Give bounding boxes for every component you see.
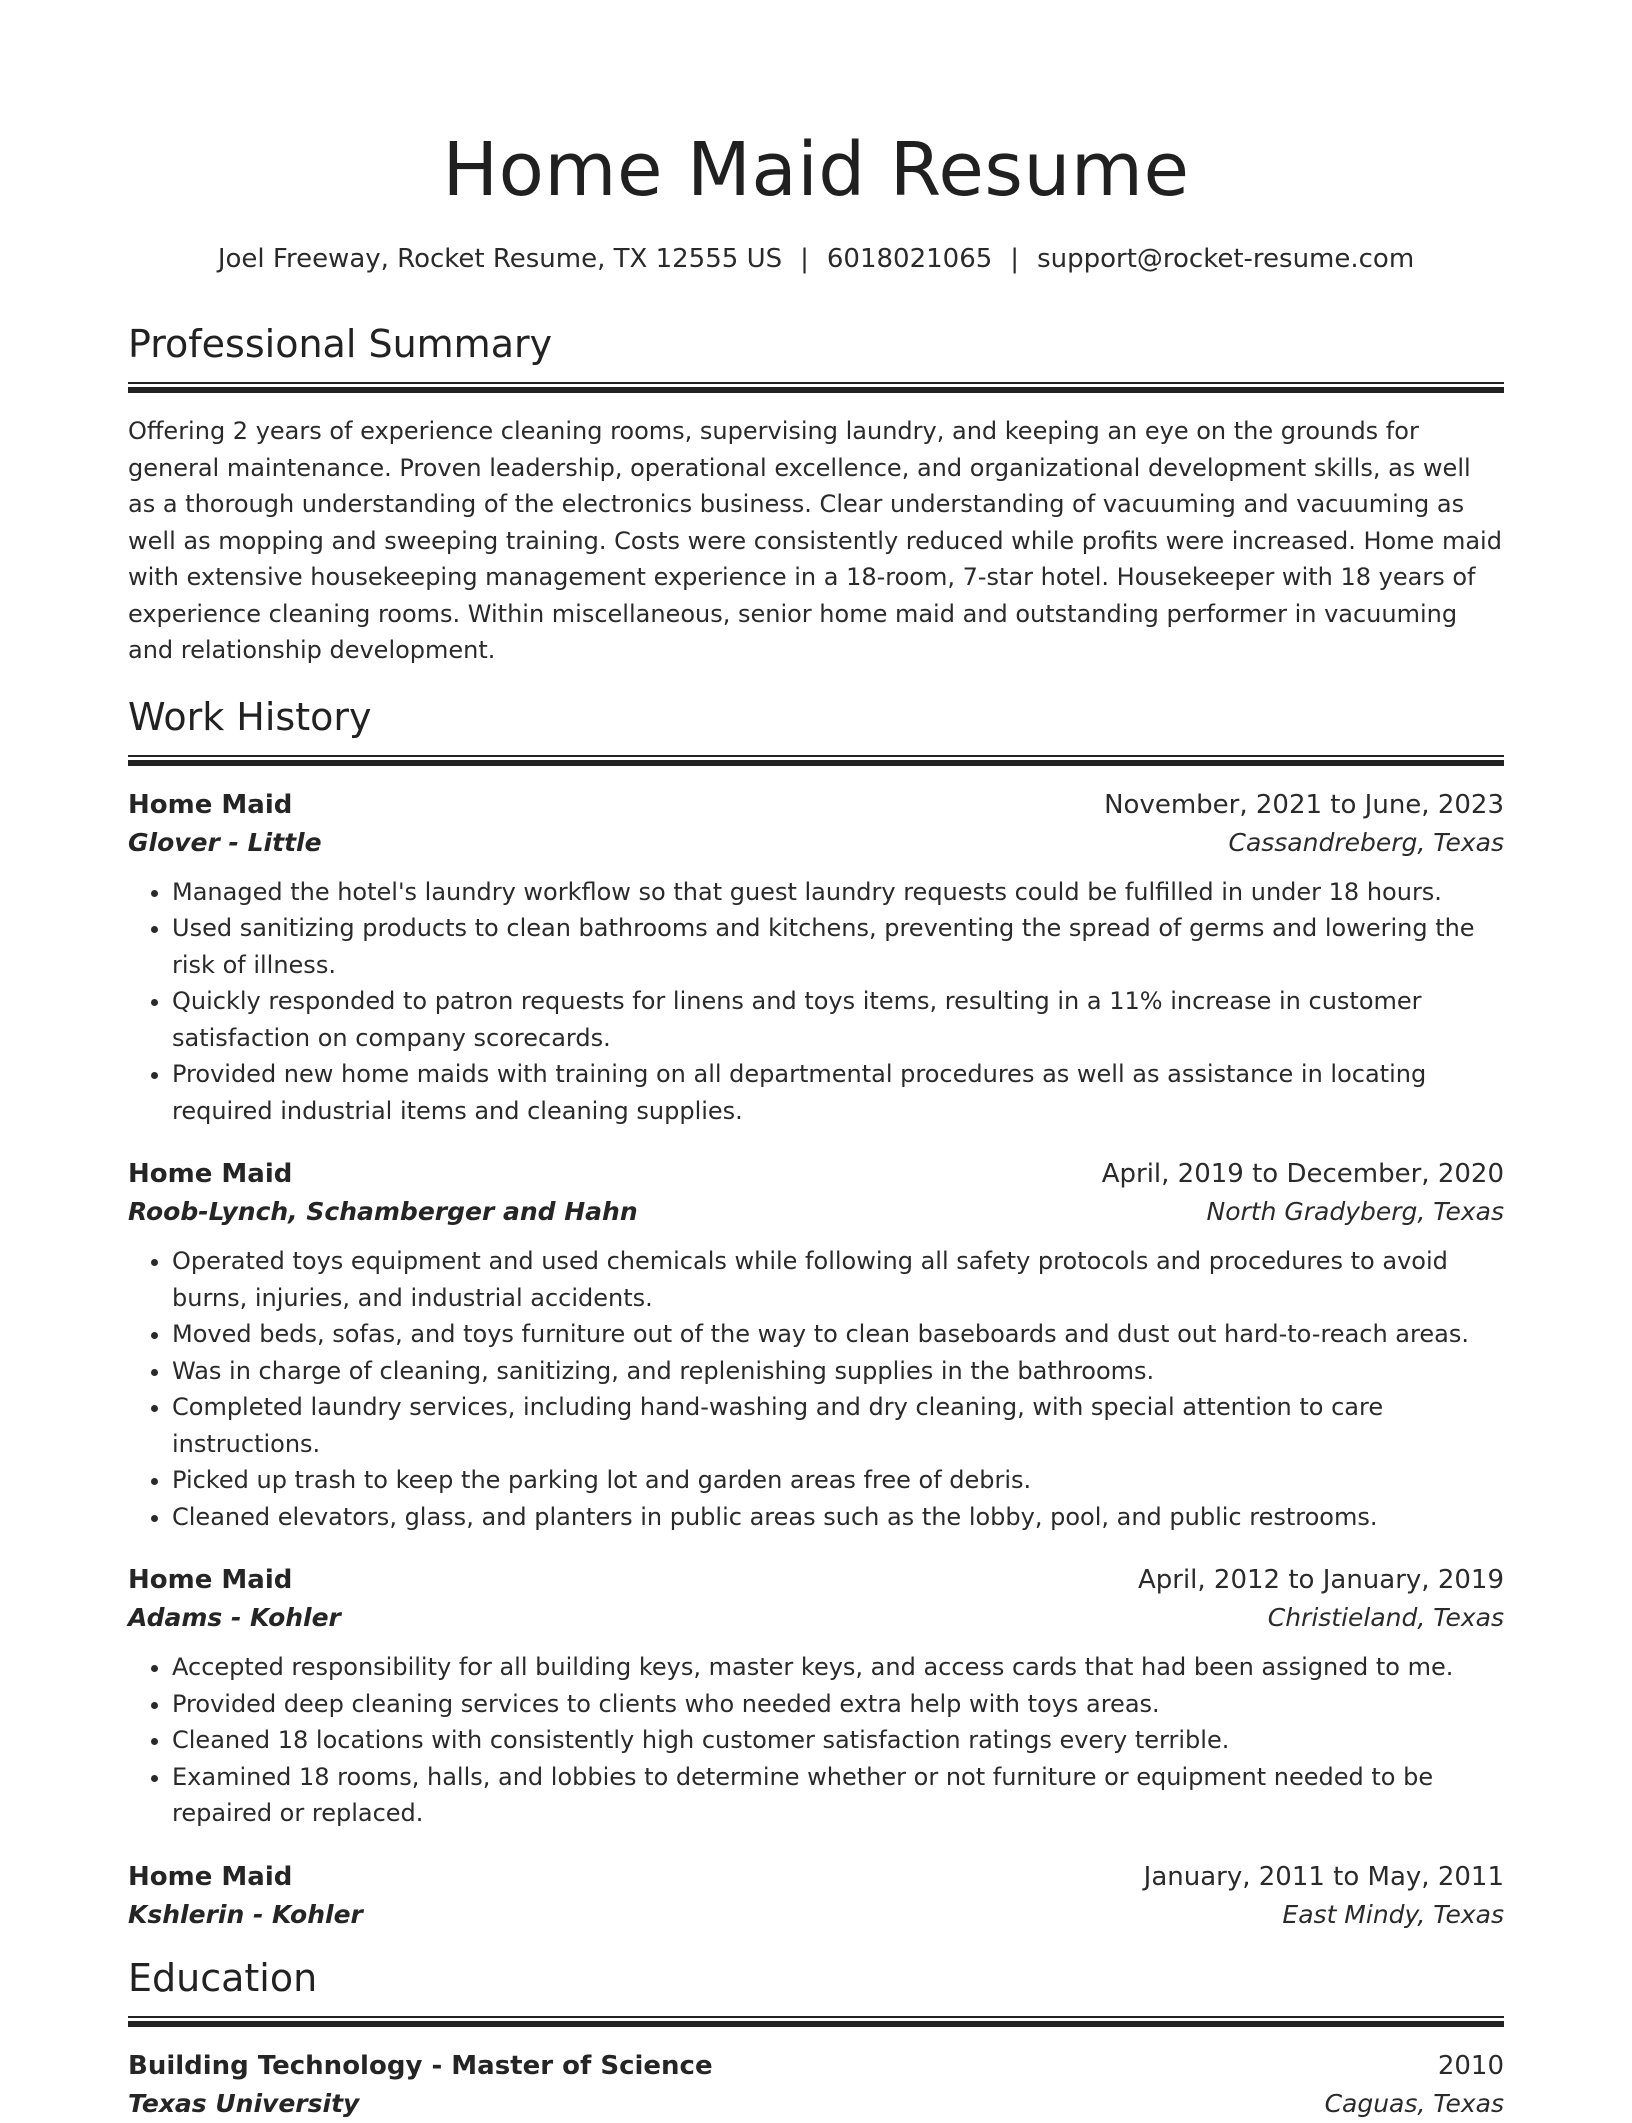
job-entry [128,1561,1504,1832]
job-bullet: • Provided new home maids with training on all departmental procedures as well as assistance in locating required industrial items and cleaning supplies. [172,1056,1504,1129]
contact-phone: 6018021065 [826,244,993,274]
job-bullet: • Was in charge of cleaning, sanitizing, and replenishing supplies in the bathrooms. [172,1353,1504,1390]
job-location: Cassandreberg, Texas [1228,827,1504,857]
job-dates: April, 2019 to December, 2020 [1101,1159,1504,1189]
job-entry [128,1155,1504,1535]
education-degree: Building Technology - Master of Science [128,2050,713,2081]
contact-email: support@rocket-resume.com [1037,244,1415,274]
education-year: 2010 [1437,2050,1504,2081]
job-location: North Gradyberg, Texas [1206,1197,1504,1226]
job-bullet: • Examined 18 rooms, halls, and lobbies to determine whether or not furniture or equipment needed to be repaired or replaced. [172,1759,1504,1832]
job-bullet: • Picked up trash to keep the parking lot and garden areas free of debris. [172,1462,1504,1499]
job-title: Home Maid [128,1861,293,1892]
job-bullet: • Accepted responsibility for all building keys, master keys, and access cards that had been assigned to me. [172,1649,1504,1686]
education-location: Caguas, Texas [1324,2088,1504,2118]
job-entry [128,786,1504,1130]
contact-address: Joel Freeway, Rocket Resume, TX 12555 US [217,244,783,274]
job-company: Roob-Lynch, Schamberger and Hahn [128,1197,638,1226]
job-bullet: • Cleaned 18 locations with consistently high customer satisfaction ratings every terrible. [172,1722,1504,1759]
summary-heading: Professional Summary [128,322,553,366]
job-title: Home Maid [128,1159,293,1189]
job-bullets [128,1649,1504,1832]
section-divider [128,2016,1504,2027]
job-title: Home Maid [128,1565,293,1595]
job-bullet: • Completed laundry services, including hand-washing and dry cleaning, with special attention to care instructions. [172,1389,1504,1462]
job-dates: January, 2011 to May, 2011 [1143,1861,1504,1892]
education-school: Texas University [128,2088,360,2118]
job-bullet: • Moved beds, sofas, and toys furniture out of the way to clean baseboards and dust out hard-to-reach areas. [172,1316,1504,1353]
summary-section [128,320,1504,669]
resume-title: Home Maid Resume [442,127,1190,213]
job-location: Christieland, Texas [1267,1603,1504,1632]
job-dates: November, 2021 to June, 2023 [1104,789,1504,820]
job-dates: April, 2012 to January, 2019 [1137,1565,1504,1595]
job-bullet: • Used sanitizing products to clean bathrooms and kitchens, preventing the spread of germs and lowering the risk of illness. [172,910,1504,983]
section-divider [128,382,1504,393]
education-section [128,1954,1504,2123]
job-entry [128,1858,1504,1934]
job-bullet: • Managed the hotel's laundry workflow so that guest laundry requests could be fulfilled in under 18 hours. [172,874,1504,911]
work-heading: Work History [128,694,372,739]
job-bullets [128,1243,1504,1535]
section-divider [128,755,1504,766]
education-heading: Education [128,1955,318,2000]
job-company: Adams - Kohler [128,1603,341,1632]
job-location: East Mindy, Texas [1282,1899,1504,1929]
job-bullet: • Provided deep cleaning services to clients who needed extra help with toys areas. [172,1686,1504,1723]
job-title: Home Maid [128,789,293,820]
contact-separator: | [800,244,809,274]
job-bullet: • Operated toys equipment and used chemicals while following all safety protocols and procedures to avoid burns, injuries, and industrial accidents. [172,1243,1504,1316]
job-bullet: • Cleaned elevators, glass, and planters in public areas such as the lobby, pool, and public restrooms. [172,1499,1504,1536]
job-bullets [128,874,1504,1130]
contact-separator: | [1010,244,1020,274]
job-bullet: • Quickly responded to patron requests for linens and toys items, resulting in a 11% increase in customer satisfaction on company scorecards. [172,983,1504,1056]
work-section [128,693,1504,1934]
contact-line [128,242,1504,276]
job-company: Kshlerin - Kohler [128,1899,363,1929]
summary-text: Offering 2 years of experience cleaning rooms, supervising laundry, and keeping an eye on the grounds for general maintenance. Proven leadership, operational excellence, and organizational development skills, as well as a thorough understanding of the electronics business. Clear understanding of vacuuming and vacuuming as well as mopping and sweeping training. Costs were consistently reduced while profits were increased. Home maid with extensive housekeeping management experience in a 18-room, 7-star hotel. Housekeeper with 18 years of experience cleaning rooms. Within miscellaneous, senior home maid and outstanding performer in vacuuming and relationship development. [128,417,1502,664]
job-company: Glover - Little [128,827,322,857]
